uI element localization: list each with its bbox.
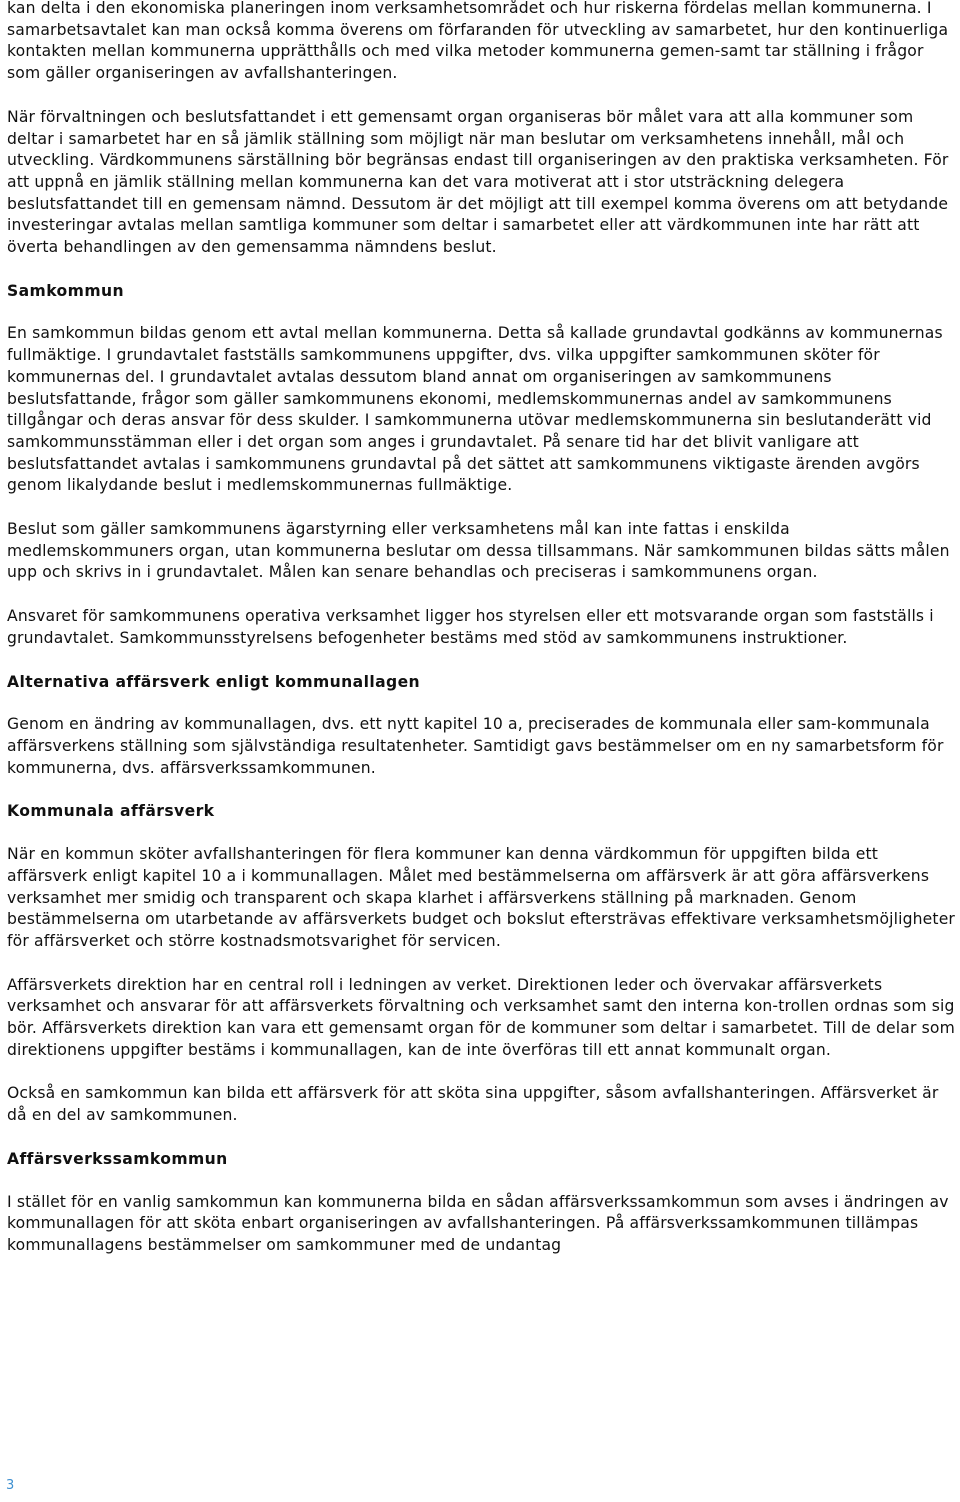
- heading-business-unit-samkommun: Affärsverkssamkommun: [7, 1149, 228, 1168]
- paragraph-host-municipality: När en kommun sköter avfallshanteringen för flera kommuner kan denna värdkommun för uppgiften bilda ett affärsverk enligt kapitel 10 a i kommunallagen. Målet med bestämmelserna om affärsverk är att göra affärsverkens verksamhet mer smidig och transparent och skapa klarhet i affärsverkens ställning på marknaden. Genom bestämmelserna om utarbetande av affärsverkets budget och bokslut eftersträvas effektivare verksamhetsmöjligheter för affärsverket och större kostnadsmotsvarighet för servicen.: [7, 845, 955, 950]
- paragraph-operative-responsibility: Ansvaret för samkommunens operativa verksamhet ligger hos styrelsen eller ett motsvarande organ som fastställs i grundavtalet. Samkommunsstyrelsens befogenheter bestäms med stöd av samkommunens instruktioner.: [7, 607, 934, 647]
- paragraph-samkommun-founding: En samkommun bildas genom ett avtal mellan kommunerna. Detta så kallade grundavtal godkänns av kommunernas fullmäktige. I grundavtalet fastställs samkommunens uppgifter, dvs. vilka uppgifter samkommunen sköter för kommunernas del. I grundavtalet avtalas dessutom bland annat om organiseringen av samkommunens beslutsfattande, frågor som gäller samkommunens ekonomi, medlemskommunernas andel av samkommunens tillgångar och deras ansvar för dess skulder. I samkommunerna utövar medlemskommunerna sin beslutanderätt vid samkommunsstämman eller i det organ som anges i grundavtalet. På senare tid har det blivit vanligare att beslutsfattandet avtalas i samkommunens grundavtal på det sättet att samkommunens viktigaste ärenden avgörs genom likalydande beslut i medlemskommunernas fullmäktige.: [7, 324, 943, 495]
- paragraph-ownership-decisions: Beslut som gäller samkommunens ägarstyrning eller verksamhetens mål kan inte fattas i enskilda medlemskommuners organ, utan kommunerna beslutar om dessa tillsammans. När samkommunen bildas sätts målen upp och skrivs in i grundavtalet. Målen kan senare behandlas och preciseras i samkommunens organ.: [7, 520, 950, 582]
- paragraph-samkommun-business-unit: Också en samkommun kan bilda ett affärsverk för att sköta sina uppgifter, såsom avfallshanteringen. Affärsverket är då en del av samkommunen.: [7, 1084, 939, 1125]
- paragraph-law-amendment: Genom en ändring av kommunallagen, dvs. ett nytt kapitel 10 a, preciserades de kommunala eller sam-kommunala affärsverkens ställning som självständiga resultatenheter. Samtidigt gavs bestämmelser om en ny samarbetsform för kommunerna, dvs. affärsverkssamkommunen.: [7, 715, 944, 777]
- paragraph-business-unit-samkommun: I stället för en vanlig samkommun kan kommunerna bilda en sådan affärsverkssamkommun som avses i ändringen av kommunallagen för att sköta enbart organiseringen av avfallshanteringen. På affärsverkssamkommunen tillämpas kommunallagens bestämmelser om samkommuner med de undantag: [7, 1192, 949, 1254]
- paragraph-board-role: Affärsverkets direktion har en central roll i ledningen av verket. Direktionen leder och övervakar affärsverkets verksamhet och ansvarar för att affärsverkets förvaltning och verksamhet samt den interna kon-trollen ordnas som sig bör. Affärsverkets direktion kan vara ett gemensamt organ för de kommuner som deltar i samarbetet. Till de delar som direktionens uppgifter bestäms i kommunallagen, kan de inte överföras till ett annat kommunalt organ.: [7, 975, 955, 1059]
- page-number: 3: [6, 1478, 15, 1493]
- paragraph-agreement-continued: kan delta i den ekonomiska planeringen inom verksamhetsområdet och hur riskerna fördelas mellan kommunerna. I samarbetsavtalet kan man också komma överens om förfaranden för utveckling av samarbetet, hur den kontinuerliga kontakten mellan kommunerna upprätthålls och med vilka metoder kommunerna gemen-samt tar ställning i frågor som gäller organiseringen av avfallshanteringen.: [7, 0, 949, 83]
- paragraph-joint-organ: När förvaltningen och beslutsfattandet i ett gemensamt organ organiseras bör målet vara att alla kommuner som deltar i samarbetet har en så jämlik ställning som möjligt när man beslutar om verksamhetens innehåll, mål och utveckling. Värdkommunens särställning bör begränsas endast till organiseringen av den praktiska verksamheten. För att uppnå en jämlik ställning mellan kommunerna kan det vara motiverat att i stor utsträckning delegera beslutsfattandet till en gemensam nämnd. Dessutom är det möjligt att till exempel komma överens om att betydande investeringar avtalas mellan samtliga kommuner som deltar i samarbetet eller att värdkommunen inte har rätt att överta behandlingen av den gemensamma nämndens beslut.: [7, 107, 949, 257]
- heading-samkommun: Samkommun: [7, 281, 124, 300]
- heading-alternative-business-units: Alternativa affärsverk enligt kommunallagen: [7, 672, 421, 691]
- heading-municipal-business-units: Kommunala affärsverk: [7, 802, 215, 821]
- document-page: [7, 0, 959, 1257]
